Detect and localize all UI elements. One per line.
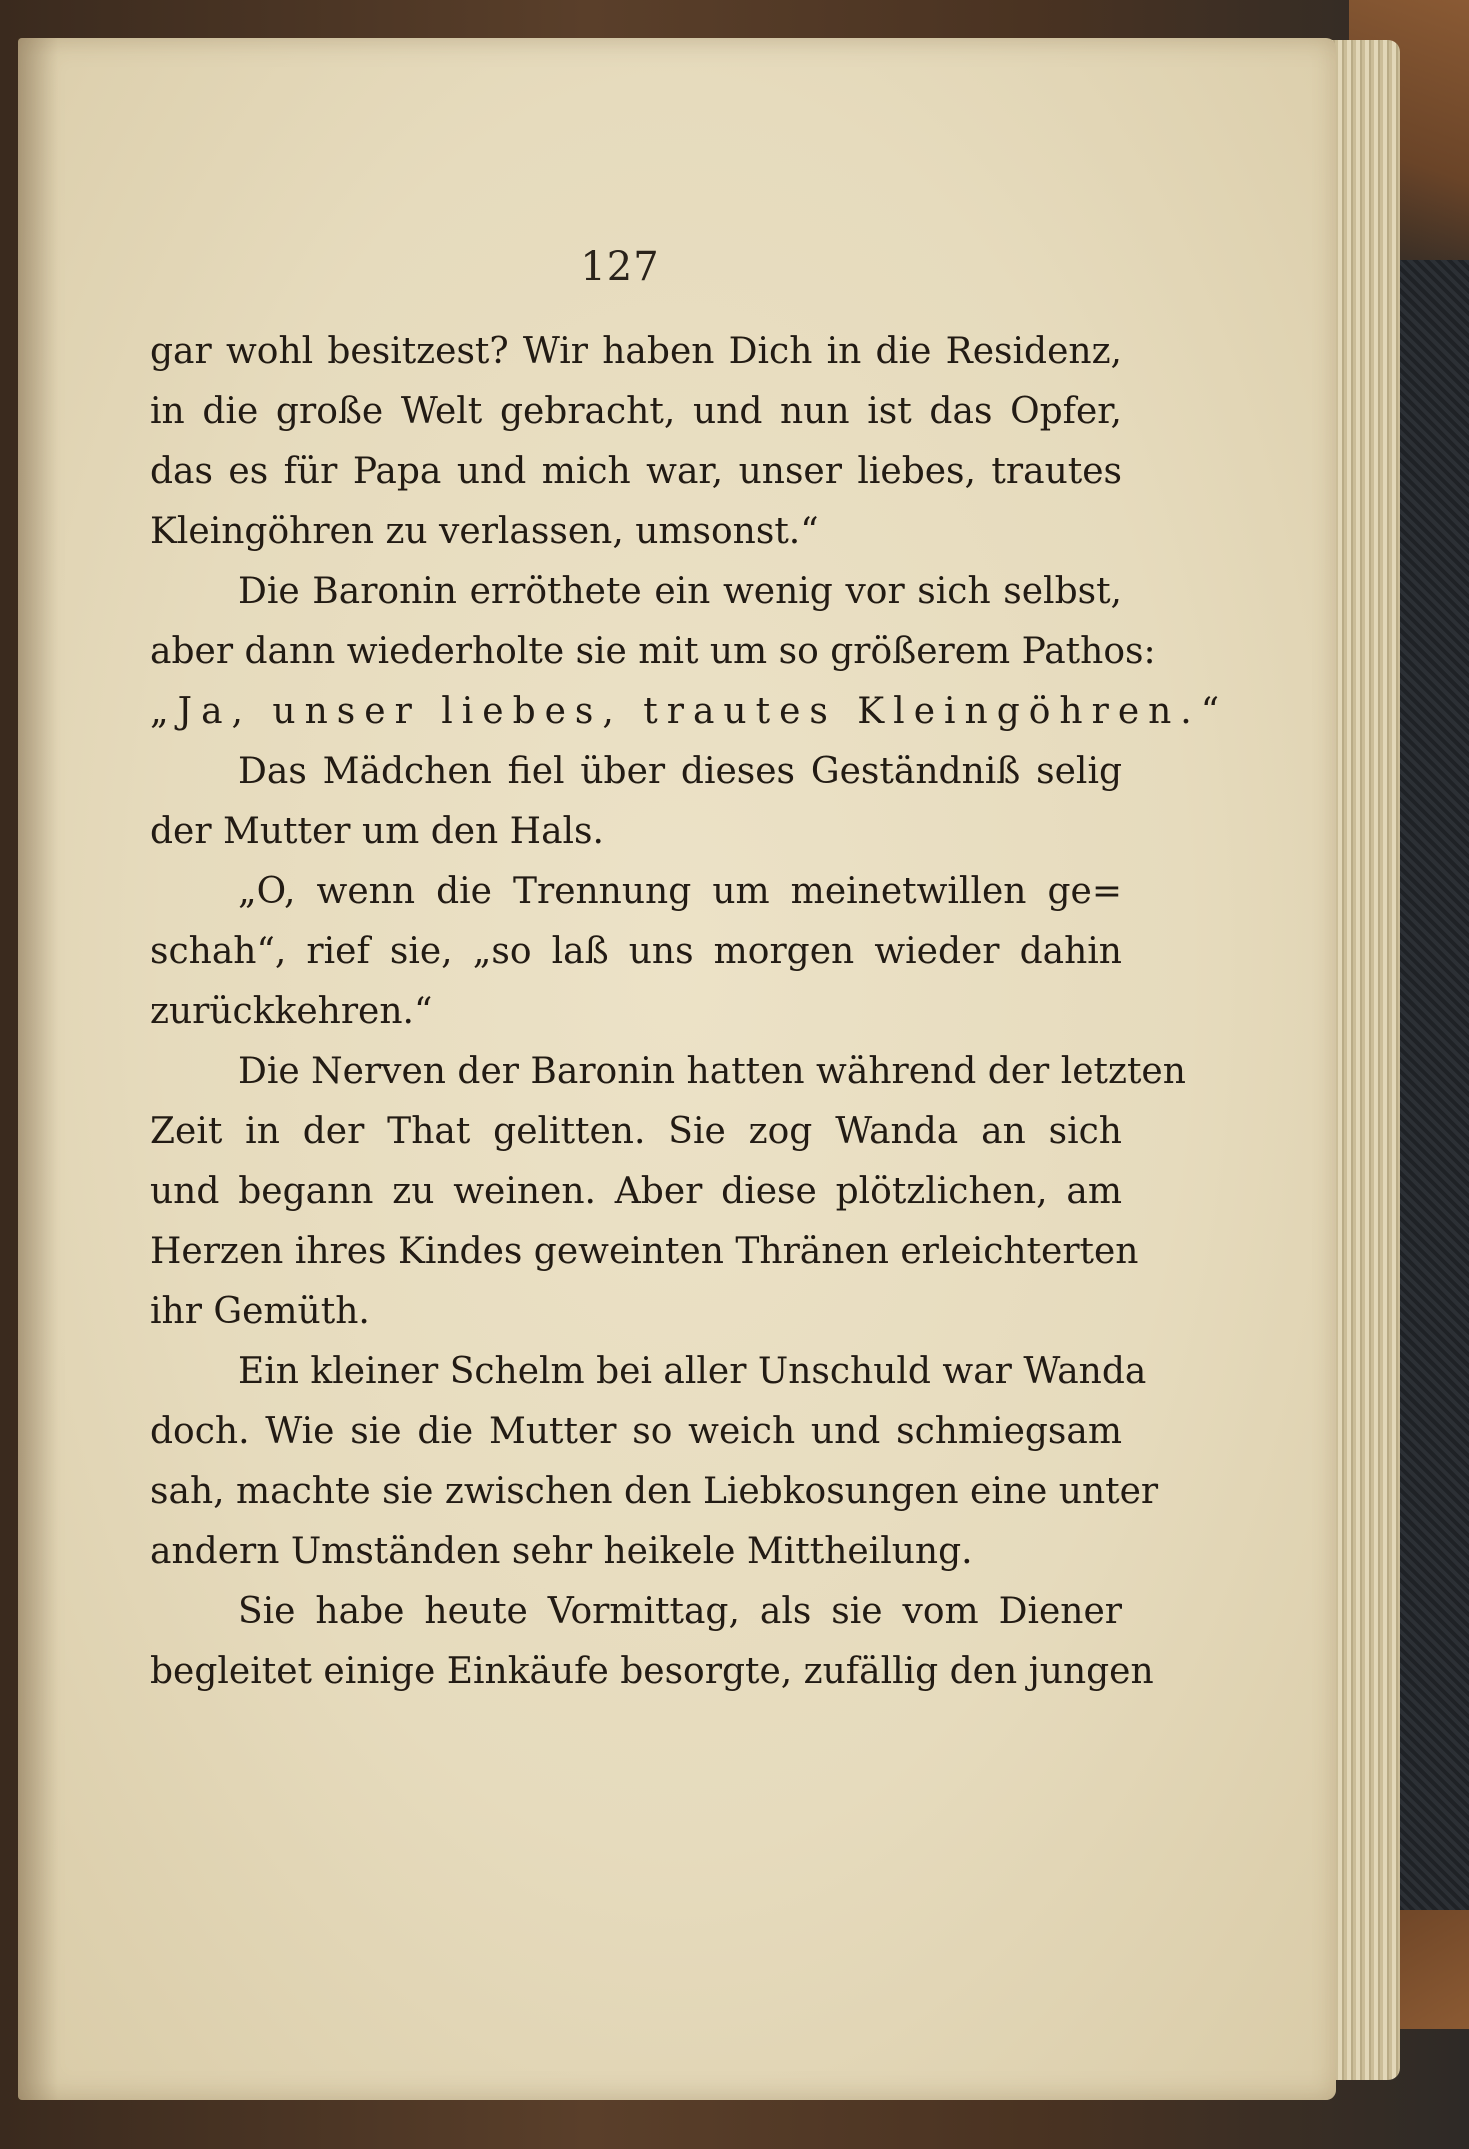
text-line: andern Umständen sehr heikele Mittheilung. bbox=[150, 1531, 973, 1572]
text-line: Das Mädchen fiel über dieses Geständniß selig bbox=[238, 751, 1122, 792]
page-text bbox=[150, 322, 1229, 1702]
page-number: 127 bbox=[580, 244, 660, 290]
text-line: „Ja, unser liebes, trautes Kleingöhren.“ bbox=[150, 691, 1229, 732]
text-line: das es für Papa und mich war, unser liebes, trautes bbox=[150, 451, 1122, 492]
text-line: Kleingöhren zu verlassen, umsonst.“ bbox=[150, 511, 819, 552]
cover-cloth bbox=[1399, 260, 1469, 1910]
text-line: zurückkehren.“ bbox=[150, 991, 433, 1032]
text-line: Die Baronin erröthete ein wenig vor sich selbst, bbox=[238, 571, 1122, 612]
text-line: und begann zu weinen. Aber diese plötzlichen, am bbox=[150, 1171, 1122, 1212]
text-line: Ein kleiner Schelm bei aller Unschuld war Wanda bbox=[238, 1351, 1147, 1392]
text-line: in die große Welt gebracht, und nun ist das Opfer, bbox=[150, 391, 1122, 432]
text-line: schah“, rief sie, „so laß uns morgen wieder dahin bbox=[150, 931, 1122, 972]
text-line: Sie habe heute Vormittag, als sie vom Diener bbox=[238, 1591, 1122, 1632]
text-line: gar wohl besitzest? Wir haben Dich in die Residenz, bbox=[150, 331, 1122, 372]
text-line: Zeit in der That gelitten. Sie zog Wanda an sich bbox=[150, 1111, 1122, 1152]
text-line: Die Nerven der Baronin hatten während der letzten bbox=[238, 1051, 1186, 1092]
text-line: begleitet einige Einkäufe besorgte, zufällig den jungen bbox=[150, 1651, 1154, 1692]
text-line: „O, wenn die Trennung um meinetwillen ge= bbox=[238, 871, 1122, 912]
text-line: aber dann wiederholte sie mit um so größerem Pathos: bbox=[150, 631, 1156, 672]
text-line: ihr Gemüth. bbox=[150, 1291, 370, 1332]
text-line: doch. Wie sie die Mutter so weich und schmiegsam bbox=[150, 1411, 1122, 1452]
text-line: Herzen ihres Kindes geweinten Thränen erleichterten bbox=[150, 1231, 1139, 1272]
text-line: sah, machte sie zwischen den Liebkosungen eine unter bbox=[150, 1471, 1159, 1512]
page-gutter-shadow bbox=[18, 38, 58, 2100]
text-line: der Mutter um den Hals. bbox=[150, 811, 604, 852]
